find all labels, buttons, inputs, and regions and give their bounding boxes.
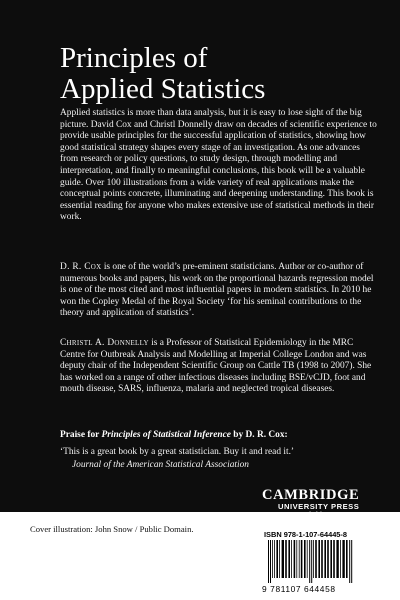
cover-credit: Cover illustration: John Snow / Public Domain. <box>30 524 194 534</box>
barcode-bar <box>294 540 296 578</box>
barcode-bar <box>288 540 290 578</box>
barcode-bar <box>309 540 310 583</box>
barcode-bar <box>268 540 269 583</box>
barcode-bar <box>304 540 306 578</box>
publisher-url: www.cambridge.org <box>278 511 343 518</box>
barcode-bar <box>301 540 303 578</box>
barcode-bar <box>299 540 300 578</box>
barcode-bar <box>313 540 314 578</box>
barcode-bar <box>330 540 332 578</box>
barcode-bar <box>333 540 335 578</box>
barcode-bar <box>340 540 341 578</box>
praise-heading <box>60 430 288 440</box>
barcode-bar <box>282 540 284 578</box>
barcode-bar <box>274 540 275 578</box>
publisher-logo <box>262 488 382 519</box>
barcode-bar <box>336 540 338 578</box>
author-name-donnelly: Christl A. Donnelly <box>60 338 149 348</box>
barcode-bar <box>342 540 344 578</box>
barcode-bar <box>327 540 329 578</box>
barcode-bar <box>349 540 350 583</box>
barcode-bar <box>279 540 280 578</box>
book-description: Applied statistics is more than data analysis, but it is easy to lose sight of the big picture. David Cox and Christl Donnelly draw on decades of scientific experience to provide usable principles for the successful application of statistics, showing how good statistical strategy shapes every stage of an investigation. As one advances from research or policy questions, to study design, through modelling and interpretation, and finally to meaningful conclusions, this book will be a valuable guide. Over 100 illustrations from a wide variety of real applications make the conceptual points concrete, illuminating and deepening understanding. This book is essential reading for anyone who makes extensive use of statistical methods in their work. <box>60 108 377 223</box>
barcode-bar <box>291 540 292 578</box>
isbn-label: ISBN 978-1-107-64445-8 <box>264 530 347 539</box>
barcode-bar <box>311 540 312 583</box>
barcode-icon <box>268 540 374 583</box>
barcode-bar <box>351 540 352 583</box>
praise-prefix: Praise for <box>60 430 102 440</box>
title-line-2: Applied Statistics <box>60 73 266 106</box>
praise-book-title: Principles of Statistical Inference <box>101 430 231 440</box>
barcode-bar <box>276 540 278 578</box>
barcode-bar <box>296 540 297 578</box>
barcode-bar <box>272 540 273 578</box>
praise-quote: ‘This is a great book by a great statistician. Buy it and read it.’ <box>60 447 295 457</box>
author-bio-cox <box>60 262 378 320</box>
barcode-bar <box>324 540 326 578</box>
barcode-bar <box>270 540 271 583</box>
author-bio-donnelly-text: is a Professor of Statistical Epidemiology in the MRC Centre for Outbreak Analysis and Modelling at Imperial College London and was deputy chair of the Independent Scientific Group on Cattle TB (1998 to 2007). She has worked on a range of other infectious diseases including BSE/vCJD, foot and mouth disease, SARS, influenza, malaria and neglected tropical diseases. <box>60 338 372 395</box>
publisher-subtitle: UNIVERSITY PRESS <box>278 502 360 511</box>
author-bio-cox-text: is one of the world’s pre-eminent statisticians. Author or co-author of numerous books and papers, his work on the proportional hazards regression model is one of the most cited and most influential papers in modern statistics. In 2010 he won the Copley Medal of the Royal Society ‘for his seminal contributions to the theory and application of statistics’. <box>60 262 374 319</box>
barcode-bar <box>315 540 317 578</box>
publisher-name: CAMBRIDGE <box>262 487 360 503</box>
barcode-bar <box>346 540 348 578</box>
book-title <box>60 43 265 105</box>
author-name-cox: D. R. Cox <box>60 262 102 272</box>
barcode-bar <box>321 540 323 578</box>
praise-suffix: by D. R. Cox: <box>230 430 288 440</box>
praise-source: Journal of the American Statistical Association <box>72 460 249 470</box>
barcode-bar <box>307 540 308 578</box>
barcode-area <box>262 530 380 594</box>
author-bio-donnelly <box>60 338 378 396</box>
barcode-digits: 9 781107 644458 <box>262 584 336 594</box>
title-line-1: Principles of <box>60 42 208 75</box>
barcode-bar <box>285 540 287 578</box>
barcode-bar <box>318 540 320 578</box>
